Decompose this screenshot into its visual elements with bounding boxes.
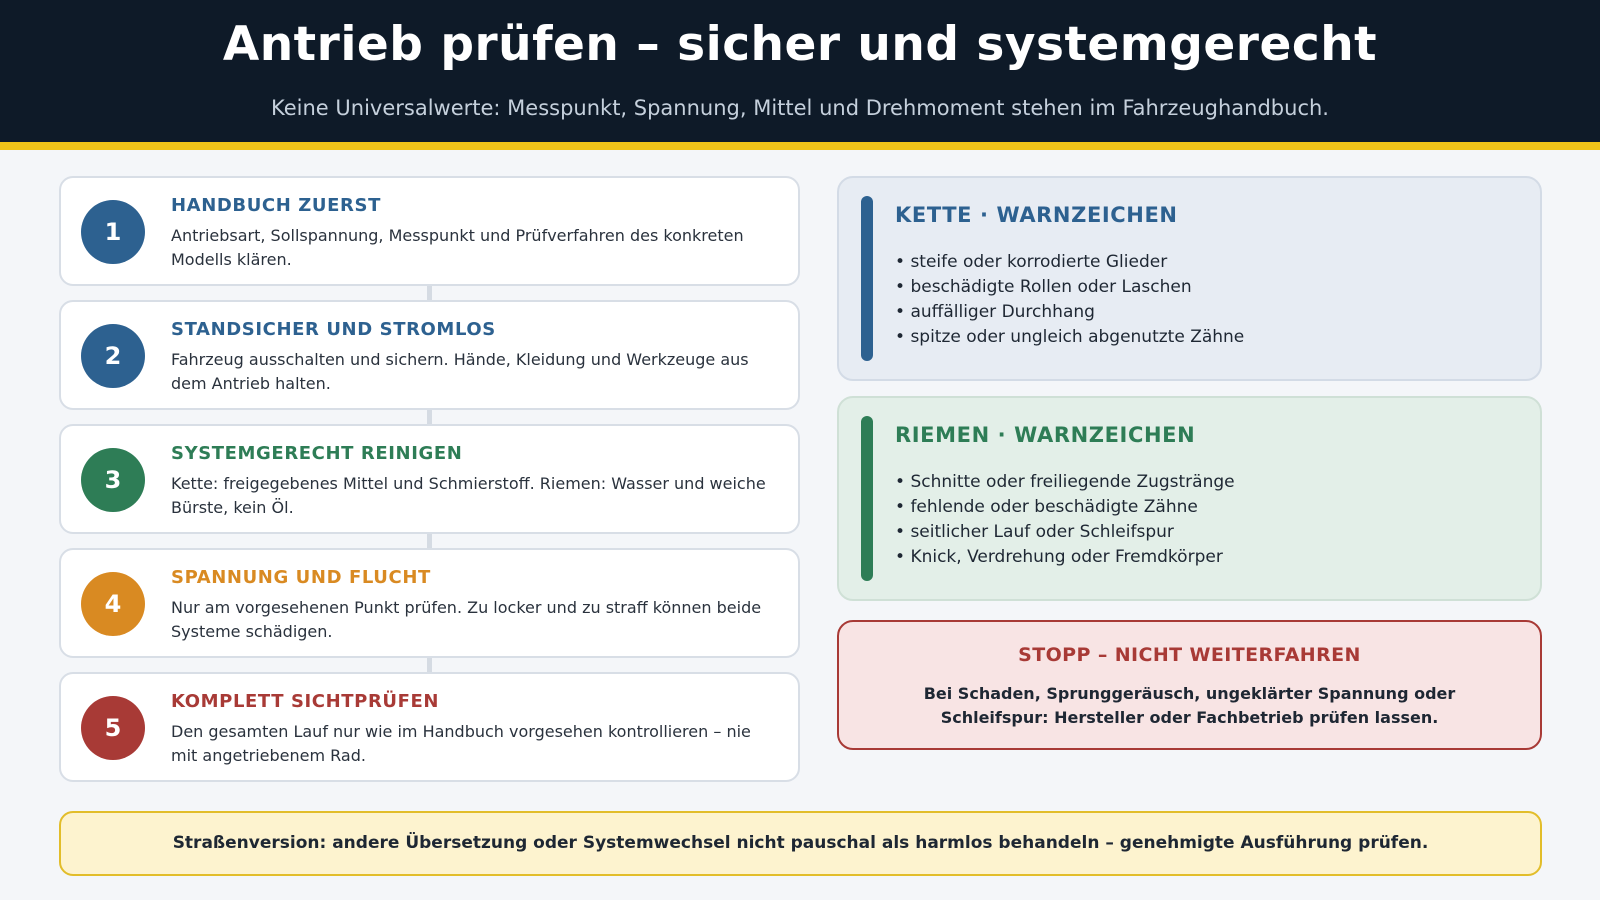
step-number-badge: 3 bbox=[81, 448, 145, 512]
step-title: SYSTEMGERECHT REINIGEN bbox=[171, 443, 463, 464]
step-card-5 bbox=[59, 672, 800, 782]
chain-warning-card bbox=[837, 176, 1542, 381]
step-description: Nur am vorgesehenen Punkt prüfen. Zu locker und zu straff können beide Systeme schädigen. bbox=[171, 598, 762, 641]
step-description: Den gesamten Lauf nur wie im Handbuch vorgesehen kontrollieren – nie mit angetriebenem Rad. bbox=[171, 722, 751, 765]
list-item: • spitze oder ungleich abgenutzte Zähne bbox=[895, 325, 1244, 350]
footer-note: Straßenversion: andere Übersetzung oder Systemwechsel nicht pauschal als harmlos behandeln – genehmigte Ausführung prüfen. bbox=[59, 811, 1542, 876]
list-item: • Knick, Verdrehung oder Fremdkörper bbox=[895, 545, 1235, 570]
page-title: Antrieb prüfen – sicher und systemgerecht bbox=[222, 17, 1378, 72]
step-card-4 bbox=[59, 548, 800, 658]
list-item: • seitlicher Lauf oder Schleifspur bbox=[895, 520, 1235, 545]
step-number-badge: 2 bbox=[81, 324, 145, 388]
step-number-badge: 5 bbox=[81, 696, 145, 760]
header-banner bbox=[0, 0, 1600, 142]
list-item: • steife oder korrodierte Glieder bbox=[895, 250, 1244, 275]
step-description: Antriebsart, Sollspannung, Messpunkt und Prüfverfahren des konkreten Modells klären. bbox=[171, 226, 744, 269]
step-description: Fahrzeug ausschalten und sichern. Hände, Kleidung und Werkzeuge aus dem Antrieb halten. bbox=[171, 350, 749, 393]
step-card-2 bbox=[59, 300, 800, 410]
chain-card-title: KETTE · WARNZEICHEN bbox=[895, 203, 1178, 227]
card-accent-bar bbox=[861, 196, 873, 361]
stop-warning-box bbox=[837, 620, 1542, 750]
step-title: SPANNUNG UND FLUCHT bbox=[171, 567, 431, 588]
list-item: • Schnitte oder freiliegende Zugstränge bbox=[895, 470, 1235, 495]
step-title: STANDSICHER UND STROMLOS bbox=[171, 319, 496, 340]
step-card-1 bbox=[59, 176, 800, 286]
list-item: • beschädigte Rollen oder Laschen bbox=[895, 275, 1244, 300]
list-item: • auffälliger Durchhang bbox=[895, 300, 1244, 325]
chain-warning-list bbox=[895, 250, 1244, 350]
step-title: KOMPLETT SICHTPRÜFEN bbox=[171, 691, 440, 712]
belt-card-title: RIEMEN · WARNZEICHEN bbox=[895, 423, 1196, 447]
stop-title: STOPP – NICHT WEITERFAHREN bbox=[1018, 644, 1361, 666]
stop-text: Bei Schaden, Sprunggeräusch, ungeklärter Spannung oder Schleifspur: Hersteller oder Fachbetrieb prüfen lassen. bbox=[923, 684, 1456, 727]
step-number-badge: 4 bbox=[81, 572, 145, 636]
belt-warning-card bbox=[837, 396, 1542, 601]
step-card-3 bbox=[59, 424, 800, 534]
step-number-badge: 1 bbox=[81, 200, 145, 264]
belt-warning-list bbox=[895, 470, 1235, 570]
page-subtitle: Keine Universalwerte: Messpunkt, Spannung, Mittel und Drehmoment stehen im Fahrzeughandbuch. bbox=[271, 96, 1329, 120]
card-accent-bar bbox=[861, 416, 873, 581]
header-accent-stripe bbox=[0, 142, 1600, 150]
list-item: • fehlende oder beschädigte Zähne bbox=[895, 495, 1235, 520]
step-description: Kette: freigegebenes Mittel und Schmierstoff. Riemen: Wasser und weiche Bürste, kein Öl. bbox=[171, 474, 766, 517]
step-title: HANDBUCH ZUERST bbox=[171, 195, 381, 216]
